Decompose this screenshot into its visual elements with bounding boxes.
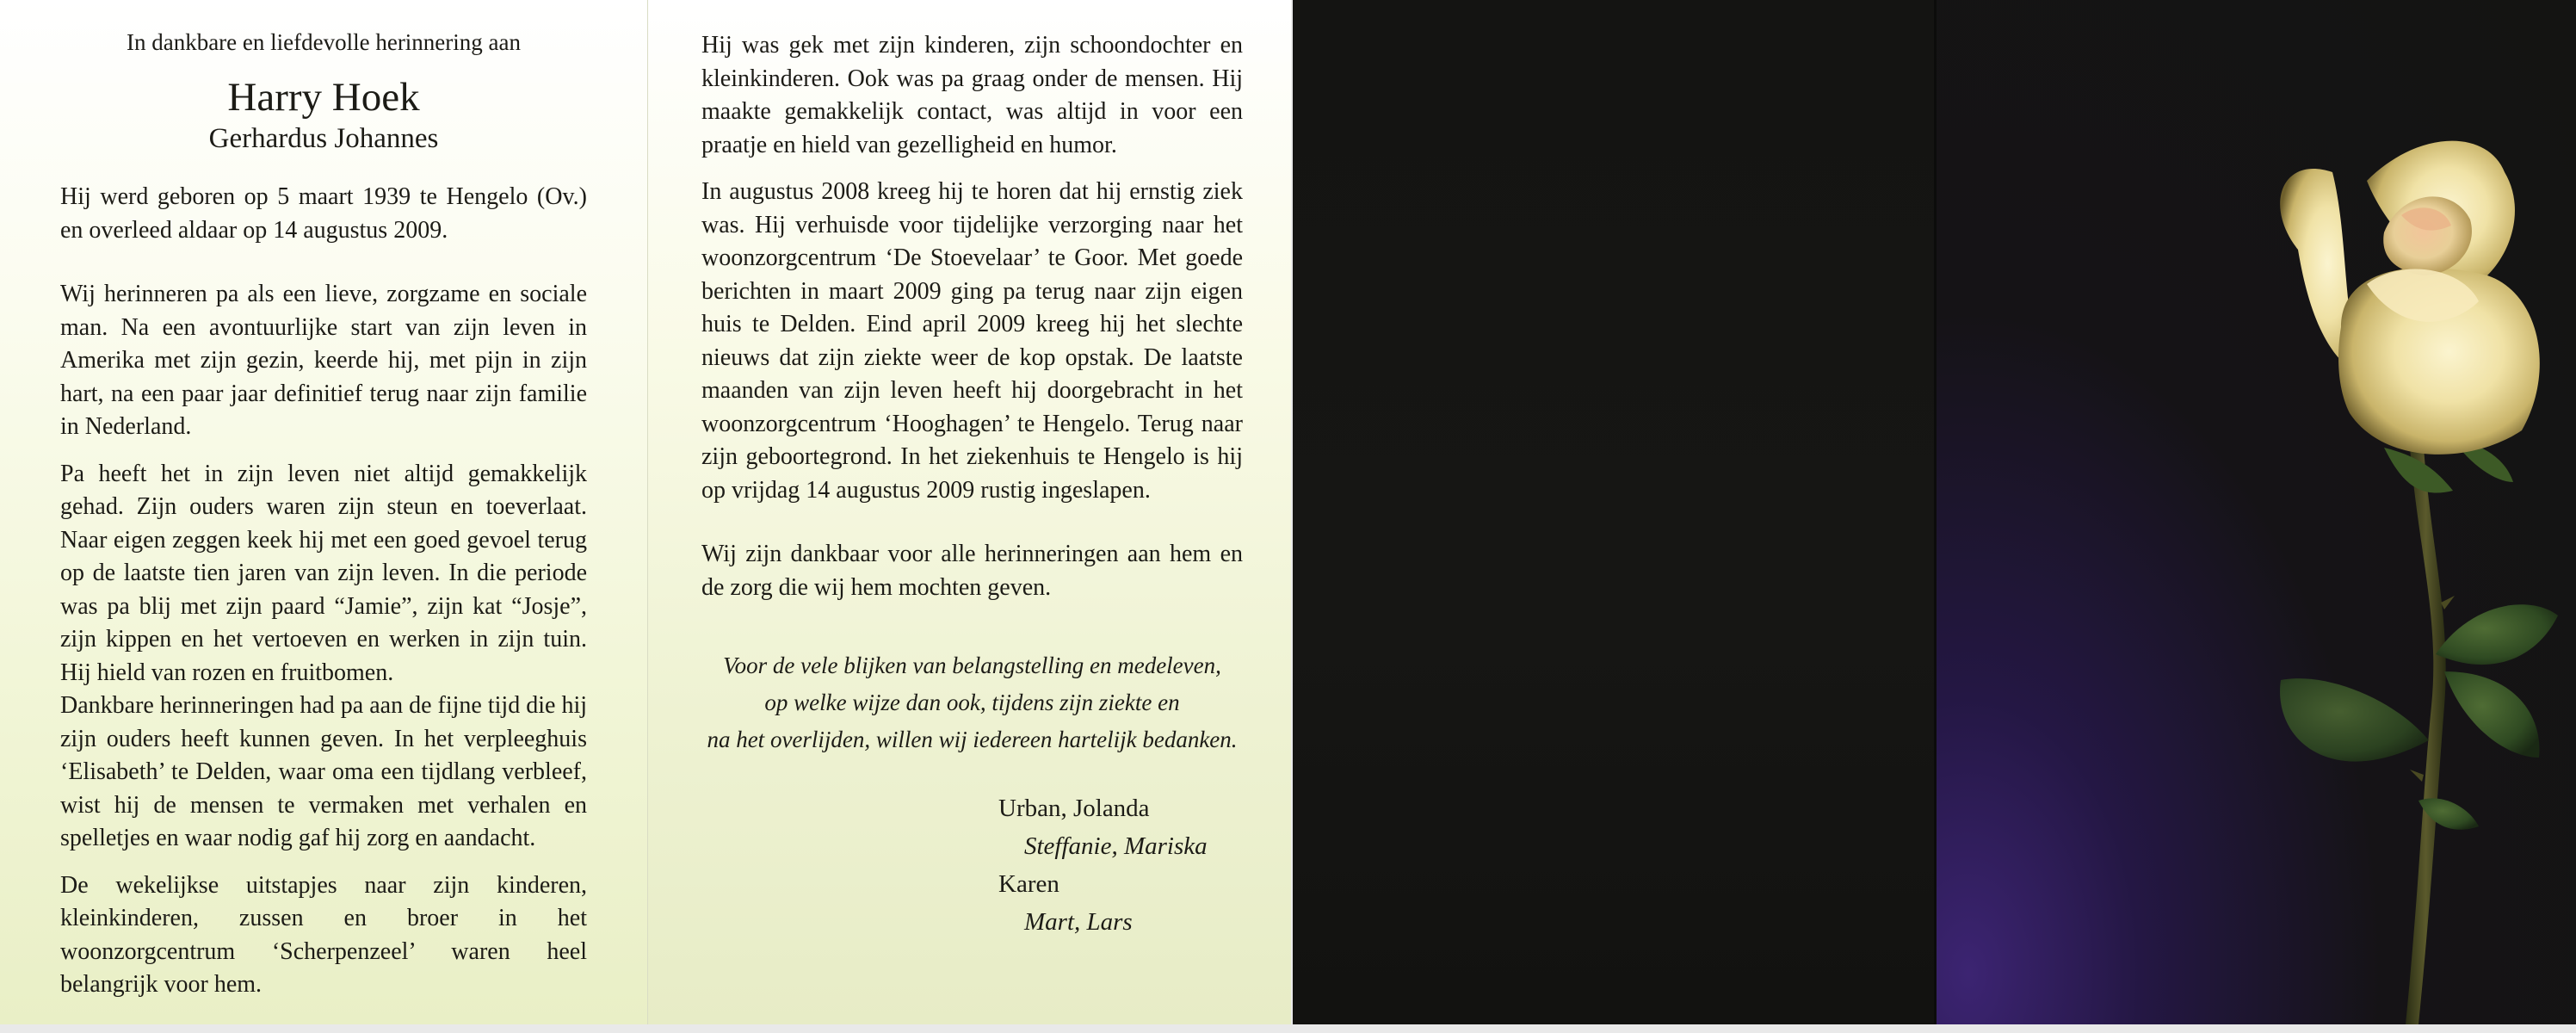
rose-thorn [2441, 596, 2455, 609]
rose-leaf [2444, 671, 2539, 758]
given-names: Gerhardus Johannes [208, 123, 439, 155]
thanks-line: op welke wijze dan ook, tijdens zijn ziekte en [764, 690, 1180, 715]
card-inner-left-page [0, 0, 647, 1024]
memory-paragraph-3: Dankbare herinneringen had pa aan de fijne tijd die hij zijn ouders heeft kunnen geven. In het verpleeghuis ‘Elisabeth’ te Delden, waar oma een tijdlang verbleef, wist hij de mensen te vermaken met verhalen en spelletjes en waar nodig gaf hij zorg en aandacht. [60, 692, 587, 852]
rose-leaf [2436, 604, 2558, 665]
birth-death-paragraph: Hij werd geboren op 5 maart 1939 te Hengelo (Ov.) en overleed aldaar op 14 augustus 2009. [60, 183, 587, 244]
deceased-name: Harry Hoek [227, 75, 420, 120]
thank-you-note [701, 647, 1243, 758]
signature-children: Mart, Lars [1024, 908, 1133, 936]
cream-rose-icon [1937, 0, 2576, 1024]
signature-name: Urban, Jolanda [998, 795, 1150, 822]
rose-leaf [2280, 678, 2429, 762]
card-inner-right-page [647, 0, 1291, 1024]
family-paragraph: Hij was gek met zijn kinderen, zijn schoondochter en kleinkinderen. Ook was pa graag onder de mensen. Hij maakte gemakkelijk contact, was altijd in voor een praatje en hield van gezelligheid en humor. [701, 32, 1243, 158]
thanks-line: Voor de vele blijken van belangstelling en medeleven, [723, 653, 1221, 678]
memory-paragraph-1: Wij herinneren pa als een lieve, zorgzame en sociale man. Na een avontuurlijke start van zijn leven in Amerika met zijn gezin, keerde hij, met pijn in zijn hart, na een paar jaar definitief terug naar zijn familie in Nederland. [60, 281, 587, 441]
memory-paragraph-2: Pa heeft het in zijn leven niet altijd gemakkelijk gehad. Zijn ouders waren zijn steun en toeverlaat. Naar eigen zeggen keek hij met een goed gevoel terug op de laatste tien jaren van zijn leven. In die periode was pa blij met zijn paard “Jamie”, zijn kat “Josje”, zijn kippen en het vertoeven en werken in zijn tuin. Hij hield van rozen en fruitbomen. [60, 460, 587, 686]
gratitude-paragraph: Wij zijn dankbaar voor alle herinneringen aan hem en de zorg die wij hem mochten geven. [701, 541, 1243, 601]
signature-name: Karen [998, 870, 1059, 898]
thanks-line: na het overlijden, willen wij iedereen hartelijk bedanken. [707, 727, 1238, 752]
rose-thorn [2410, 770, 2424, 782]
card-back-cover [1293, 0, 1935, 1024]
illness-paragraph: In augustus 2008 kreeg hij te horen dat hij ernstig ziek was. Hij verhuisde voor tijdelijke verzorging naar het woonzorgcentrum ‘De Stoevelaar’ te Goor. Met goede berichten in maart 2009 ging pa terug naar zijn eigen huis te Delden. Eind april 2009 kreeg hij het slechte nieuws dat zijn ziekte weer de kop opstak. De laatste maanden van zijn leven heeft hij doorgebracht in het woonzorgcentrum ‘Hooghagen’ te Hengelo. Terug naar zijn geboortegrond. In het ziekenhuis te Hengelo is hij op vrijdag 14 augustus 2009 rustig ingeslapen. [701, 178, 1243, 504]
family-signatures [998, 789, 1243, 941]
memory-paragraph-4: De wekelijkse uitstapjes naar zijn kinderen, kleinkinderen, zussen en broer in het woonzorgcentrum ‘Scherpenzeel’ waren heel belangrijk voor hem. [60, 871, 587, 999]
signature-children: Steffanie, Mariska [1024, 832, 1208, 860]
intro-line: In dankbare en liefdevolle herinnering aan [126, 29, 522, 55]
